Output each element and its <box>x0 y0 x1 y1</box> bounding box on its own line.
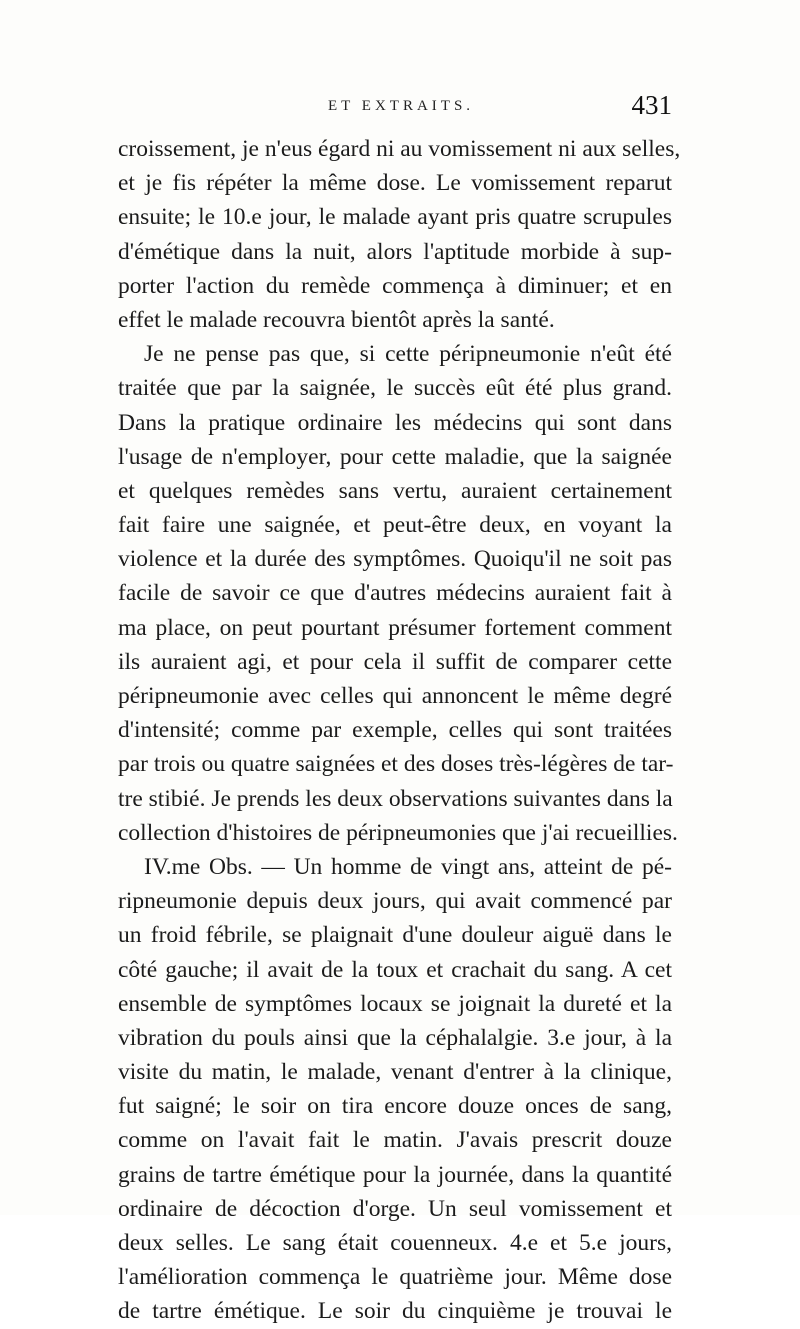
text-line: visite du matin, le malade, venant d'entrer à la clinique, <box>118 1059 672 1086</box>
text-line: ensemble de symptômes locaux se joignait la dureté et la <box>118 990 672 1017</box>
text-line: collection d'histoires de péripneumonies que j'ai recueillies. <box>118 819 678 846</box>
text-line: ma place, on peut pourtant présumer fortement comment <box>118 614 672 641</box>
body-text <box>118 132 681 1329</box>
text-line: ils auraient agi, et pour cela il suffit de comparer cette <box>118 648 672 675</box>
text-line: ripneumonie depuis deux jours, qui avait commencé par <box>118 888 672 915</box>
running-head: ET EXTRAITS. <box>328 98 475 114</box>
text-line: fait faire une saignée, et peut-être deux, en voyant la <box>118 512 672 539</box>
text-line: par trois ou quatre saignées et des doses très-légères de tar- <box>118 751 674 778</box>
text-line: d'émétique dans la nuit, alors l'aptitude morbide à sup- <box>118 238 672 265</box>
text-line: de tartre émétique. Le soir du cinquième je trouvai le <box>118 1298 672 1325</box>
text-line: l'usage de n'employer, pour cette maladie, que la saignée <box>118 443 672 470</box>
page-header <box>118 90 672 132</box>
text-line: facile de savoir ce que d'autres médecins auraient fait à <box>118 580 672 607</box>
text-line: Dans la pratique ordinaire les médecins qui sont dans <box>118 409 672 436</box>
text-line: violence et la durée des symptômes. Quoiqu'il ne soit pas <box>118 546 672 573</box>
text-line: traitée que par la saignée, le succès eût été plus grand. <box>118 375 672 402</box>
text-line: et quelques remèdes sans vertu, auraient certainement <box>118 477 672 504</box>
text-line: deux selles. Le sang était couenneux. 4.e et 5.e jours, <box>118 1230 672 1256</box>
paragraph-start-line: Je ne pense pas que, si cette péripneumonie n'eût été <box>144 341 672 368</box>
text-line: un froid fébrile, se plaignait d'une douleur aiguë dans le <box>118 922 672 949</box>
text-line: ordinaire de décoction d'orge. Un seul vomissement et <box>118 1195 672 1222</box>
text-line: effet le malade recouvra bientôt après la santé. <box>118 306 555 333</box>
text-line: croissement, je n'eus égard ni au vomissement ni aux selles, <box>118 136 681 162</box>
text-line: comme on l'avait fait le matin. J'avais prescrit douze <box>118 1127 672 1154</box>
page-number: 431 <box>631 90 672 120</box>
text-line: péripneumonie avec celles qui annoncent le même degré <box>118 683 672 709</box>
text-line: et je fis répéter la même dose. Le vomissement reparut <box>118 170 672 197</box>
text-line: grains de tartre émétique pour la journée, dans la quantité <box>118 1161 672 1188</box>
text-line: ensuite; le 10.e jour, le malade ayant pris quatre scrupules <box>118 204 672 231</box>
text-line: l'amélioration commença le quatrième jour. Même dose <box>118 1264 672 1291</box>
text-line: fut saigné; le soir on tira encore douze onces de sang, <box>118 1093 672 1120</box>
observation-heading-line: IV.me Obs. — Un homme de vingt ans, atteint de pé- <box>144 853 672 880</box>
text-line: côté gauche; il avait de la toux et crachait du sang. A cet <box>118 956 672 983</box>
text-line: porter l'action du remède commença à diminuer; et en <box>118 272 672 299</box>
text-line: vibration du pouls ainsi que la céphalalgie. 3.e jour, à la <box>118 1024 672 1051</box>
text-line: tre stibié. Je prends les deux observations suivantes dans la <box>118 785 673 812</box>
text-line: d'intensité; comme par exemple, celles qui sont traitées <box>118 717 672 744</box>
